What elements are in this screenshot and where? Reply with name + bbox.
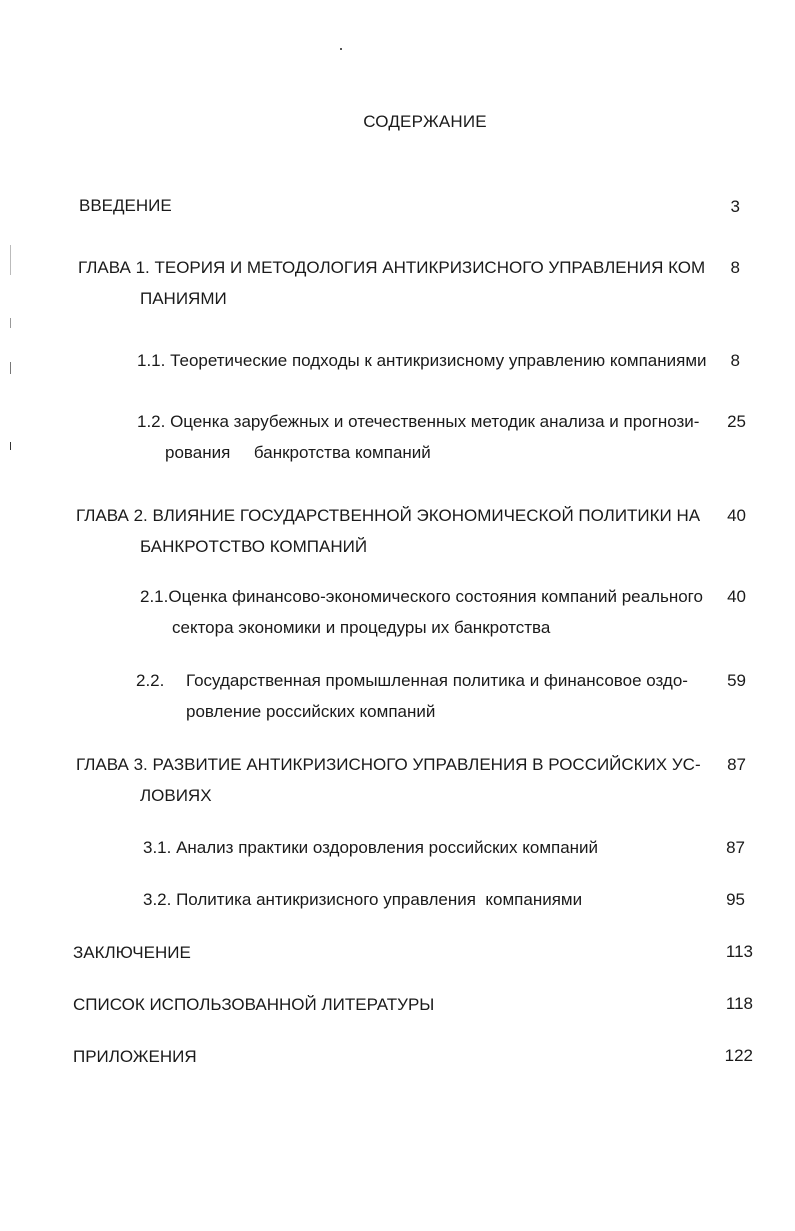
toc-entry-section-2-1 xyxy=(140,581,720,643)
toc-entry-appendix xyxy=(73,1041,673,1072)
toc-entry-continuation: ЛОВИЯХ xyxy=(140,786,212,805)
toc-entry-references xyxy=(73,989,673,1020)
toc-entry-text: 2.1.Оценка финансово-экономического состояния компаний реального xyxy=(140,587,703,606)
toc-page-number: 40 xyxy=(727,506,746,525)
toc-entry-text: ГЛАВА 2. ВЛИЯНИЕ ГОСУДАРСТВЕННОЙ ЭКОНОМИЧЕСКОЙ ПОЛИТИКИ НА xyxy=(76,506,701,525)
toc-page-number: 113 xyxy=(725,942,753,961)
toc-entry-conclusion xyxy=(73,937,673,968)
toc-entry-text: ЗАКЛЮЧЕНИЕ xyxy=(73,943,191,962)
toc-entry-intro xyxy=(79,190,699,221)
toc-page-number: 95 xyxy=(726,890,745,909)
toc-entry-chapter-1 xyxy=(78,252,728,314)
toc-entry-section-1-1 xyxy=(137,345,737,376)
toc-entry-section-3-1 xyxy=(143,832,703,863)
scan-mark xyxy=(10,442,11,450)
scan-mark xyxy=(10,318,11,328)
toc-entry-continuation: рования банкротства компаний xyxy=(165,443,431,462)
toc-entry-continuation: ровление российских компаний xyxy=(186,702,436,721)
toc-page-number: 3 xyxy=(730,197,740,216)
scan-speck xyxy=(340,48,342,50)
toc-entry-section-3-2 xyxy=(143,884,703,915)
toc-page-number: 8 xyxy=(730,258,740,277)
toc-entry-text: 1.2. Оценка зарубежных и отечественных методик анализа и прогнози- xyxy=(137,412,700,431)
toc-entry-text: 1.1. Теоретические подходы к антикризисному управлению компаниями xyxy=(137,351,707,370)
toc-page-number: 40 xyxy=(727,587,746,606)
toc-page-number: 59 xyxy=(727,671,746,690)
page-title: СОДЕРЖАНИЕ xyxy=(363,112,487,131)
toc-entry-text: СПИСОК ИСПОЛЬЗОВАННОЙ ЛИТЕРАТУРЫ xyxy=(73,995,435,1014)
toc-entry-continuation: БАНКРОТСТВО КОМПАНИЙ xyxy=(140,537,368,556)
toc-page-number: 87 xyxy=(727,755,746,774)
toc-entry-continuation: ПАНИЯМИ xyxy=(140,289,227,308)
toc-page-number: 25 xyxy=(727,412,746,431)
toc-entry-continuation: сектора экономики и процедуры их банкротства xyxy=(172,618,551,637)
toc-entry-text: ГЛАВА 1. ТЕОРИЯ И МЕТОДОЛОГИЯ АНТИКРИЗИСНОГО УПРАВЛЕНИЯ КОМ xyxy=(78,258,706,277)
toc-page-number: 87 xyxy=(726,838,745,857)
toc-entry-text: 3.2. Политика антикризисного управления компаниями xyxy=(143,890,583,909)
toc-entry-chapter-2 xyxy=(76,500,716,562)
scan-mark xyxy=(10,245,11,275)
toc-entry-text: ВВЕДЕНИЕ xyxy=(79,196,172,215)
toc-entry-text: ПРИЛОЖЕНИЯ xyxy=(73,1047,197,1066)
scan-mark xyxy=(10,362,11,374)
toc-page-number: 118 xyxy=(725,994,753,1013)
toc-entry-text: ГЛАВА 3. РАЗВИТИЕ АНТИКРИЗИСНОГО УПРАВЛЕНИЯ В РОССИЙСКИХ УС- xyxy=(76,755,701,774)
toc-entry-section-2-2 xyxy=(136,665,716,727)
toc-entry-section-1-2 xyxy=(137,406,717,468)
toc-entry-text: Государственная промышленная политика и финансовое оздо- xyxy=(186,671,688,690)
toc-entry-chapter-3 xyxy=(76,749,716,811)
toc-entry-number: 2.2. xyxy=(136,671,165,690)
toc-page-number: 122 xyxy=(724,1046,753,1065)
toc-entry-text: 3.1. Анализ практики оздоровления российских компаний xyxy=(143,838,599,857)
toc-page-number: 8 xyxy=(730,351,740,370)
